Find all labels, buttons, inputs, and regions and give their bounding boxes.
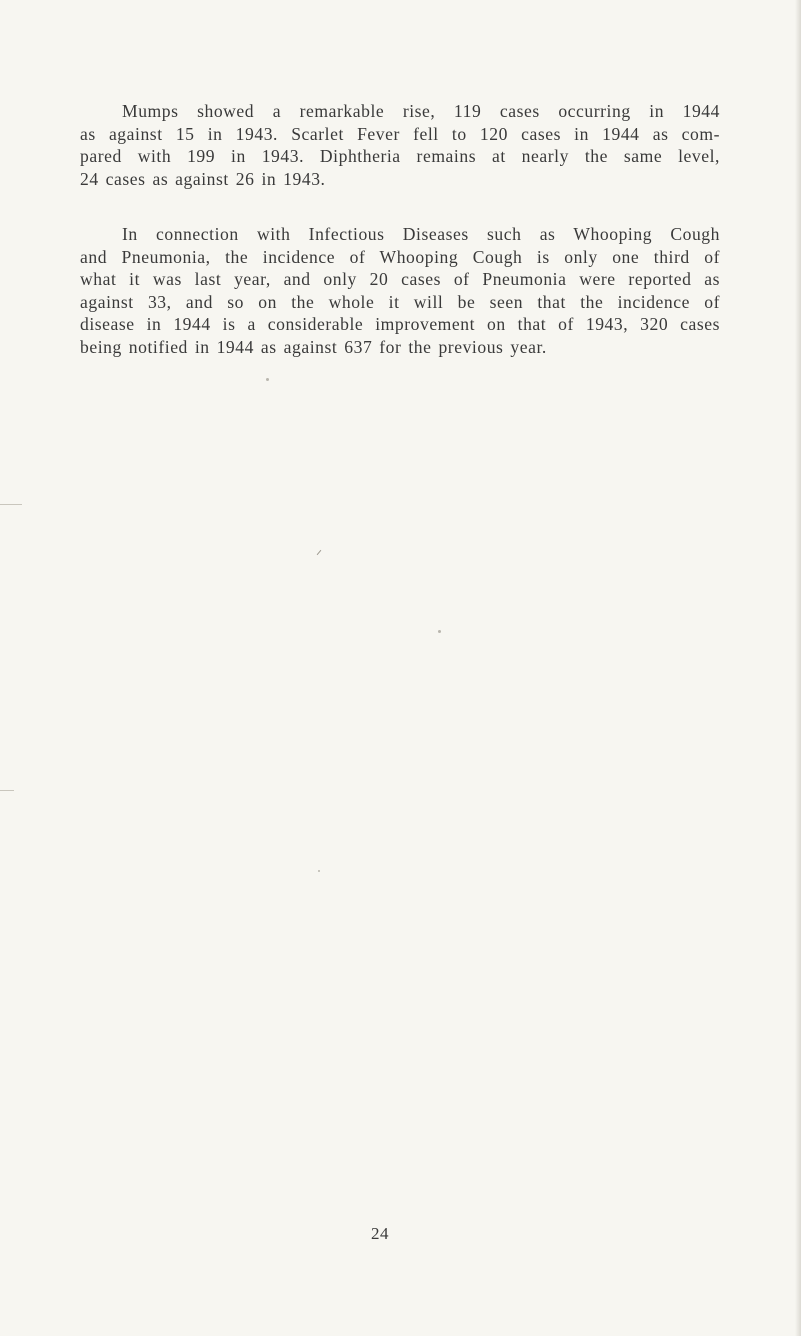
page-edge (795, 0, 801, 1336)
text-line: disease in 1944 is a considerable improvement on that of 1943, 320 cases (80, 314, 720, 335)
paragraph-infectious-diseases (80, 223, 720, 359)
text-line: and Pneumonia, the incidence of Whooping Cough is only one third of (80, 246, 720, 267)
paper-blemish (317, 550, 322, 555)
paper-speck (318, 870, 320, 872)
text-line: In connection with Infectious Diseases such as Whooping Cough (122, 224, 720, 244)
text-line: being notified in 1944 as against 637 for the previous year. (80, 336, 547, 357)
text-line: as against 15 in 1943. Scarlet Fever fell to 120 cases in 1944 as com- (80, 123, 720, 144)
text-line: 24 cases as against 26 in 1943. (80, 168, 326, 189)
paragraph-mumps (80, 100, 720, 190)
paper-speck (266, 378, 269, 381)
text-line: pared with 199 in 1943. Diphtheria remains at nearly the same level, (80, 146, 720, 167)
page-number: 24 (371, 1224, 389, 1243)
margin-mark (0, 504, 22, 505)
text-line: Mumps showed a remarkable rise, 119 cases occurring in 1944 (122, 101, 720, 121)
text-line: what it was last year, and only 20 cases of Pneumonia were reported as (80, 269, 720, 290)
text-line: against 33, and so on the whole it will be seen that the incidence of (80, 291, 720, 312)
margin-mark (0, 790, 14, 791)
paper-speck (438, 630, 441, 633)
